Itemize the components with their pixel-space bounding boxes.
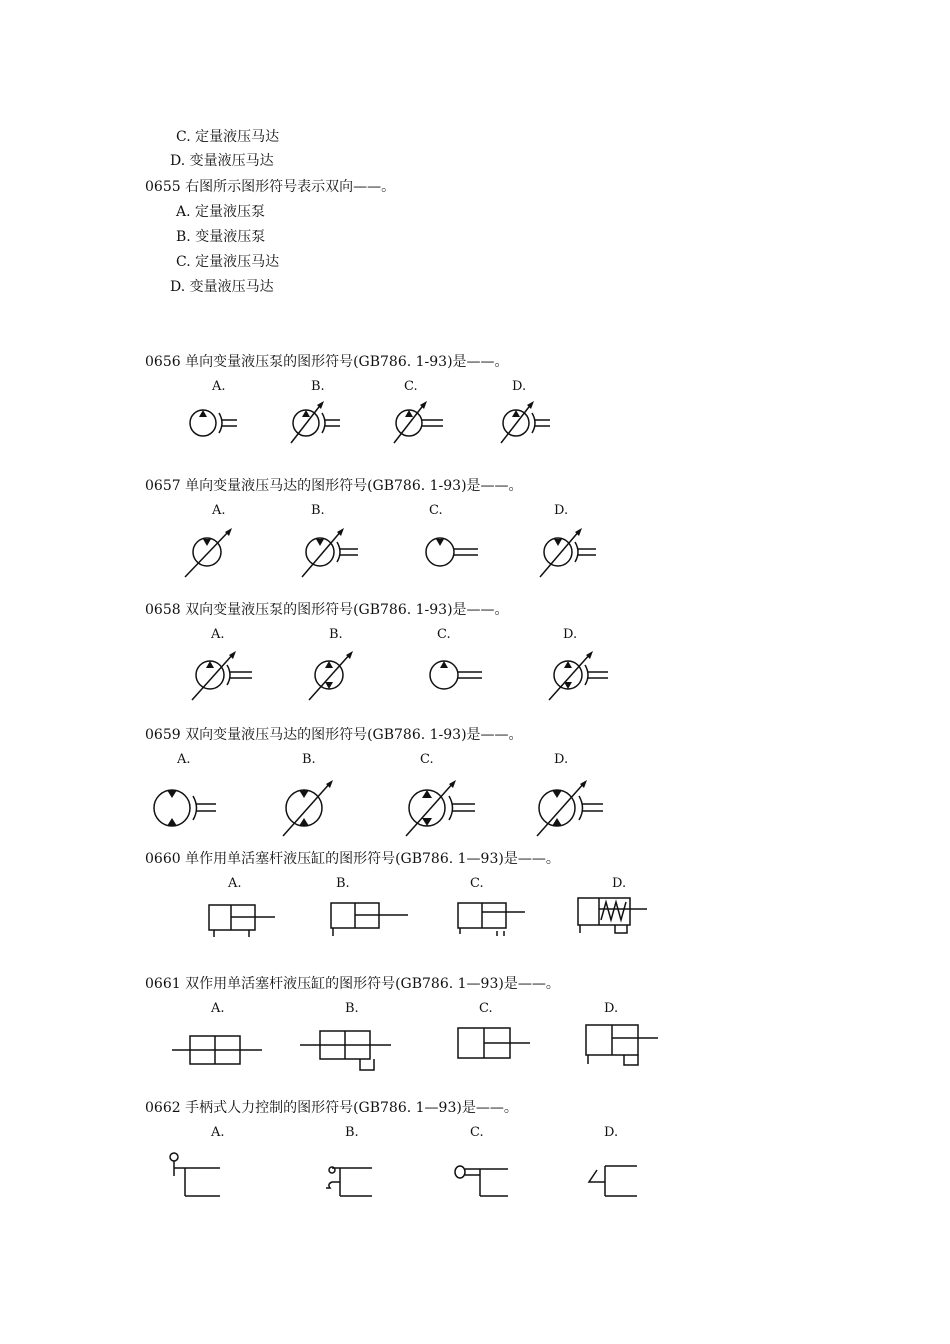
q0658-label-d: D. xyxy=(563,627,578,642)
q0659-label-d: D. xyxy=(554,752,569,767)
q0655-option-b: B. 变量液压泵 xyxy=(176,229,266,245)
q0656-label-b: B. xyxy=(311,379,325,394)
q0656-label-a: A. xyxy=(212,379,226,394)
q0658-label-b: B. xyxy=(329,627,343,642)
option-c-top: C. 定量液压马达 xyxy=(176,129,280,145)
q0662-symbol-c xyxy=(450,1160,515,1205)
question-0661-stem: 0661 双作用单活塞杆液压缸的图形符号(GB786. 1—93)是——。 xyxy=(145,976,560,992)
q0661-symbol-a xyxy=(170,1028,265,1073)
question-0659-stem: 0659 双向变量液压马达的图形符号(GB786. 1-93)是——。 xyxy=(145,727,523,743)
q0658-symbol-b xyxy=(305,650,365,705)
q0660-label-c: C. xyxy=(470,876,484,891)
q0657-symbol-d xyxy=(538,527,603,582)
q0659-label-b: B. xyxy=(302,752,316,767)
q0656-symbol-a xyxy=(185,400,245,450)
q0656-symbol-b xyxy=(288,400,348,450)
q0662-symbol-a xyxy=(165,1150,235,1205)
q0661-label-c: C. xyxy=(479,1001,493,1016)
q0659-label-a: A. xyxy=(177,752,191,767)
q0660-label-d: D. xyxy=(612,876,627,891)
q0659-symbol-b xyxy=(280,778,345,840)
q0656-label-c: C. xyxy=(404,379,418,394)
q0662-symbol-b xyxy=(320,1160,380,1205)
q0658-symbol-d xyxy=(546,650,616,705)
q0658-label-c: C. xyxy=(437,627,451,642)
q0657-label-a: A. xyxy=(212,503,226,518)
question-0655-stem: 0655 右图所示图形符号表示双向——。 xyxy=(145,179,396,195)
q0660-symbol-b xyxy=(328,900,413,940)
q0661-symbol-d xyxy=(582,1022,662,1072)
q0659-symbol-d xyxy=(535,778,610,840)
q0655-option-d: D. 变量液压马达 xyxy=(170,279,274,295)
q0658-symbol-a xyxy=(190,650,260,705)
q0657-symbol-c xyxy=(420,527,485,582)
q0657-label-d: D. xyxy=(554,503,569,518)
q0662-label-b: B. xyxy=(345,1125,359,1140)
question-0657-stem: 0657 单向变量液压马达的图形符号(GB786. 1-93)是——。 xyxy=(145,478,523,494)
q0655-option-a: A. 定量液压泵 xyxy=(176,204,266,220)
q0660-symbol-d xyxy=(575,895,650,940)
q0659-symbol-a xyxy=(150,778,225,840)
q0661-label-d: D. xyxy=(604,1001,619,1016)
q0661-label-b: B. xyxy=(345,1001,359,1016)
question-0660-stem: 0660 单作用单活塞杆液压缸的图形符号(GB786. 1—93)是——。 xyxy=(145,851,560,867)
q0662-symbol-d xyxy=(585,1160,645,1205)
q0656-label-d: D. xyxy=(512,379,527,394)
q0655-option-c: C. 定量液压马达 xyxy=(176,254,280,270)
q0662-label-c: C. xyxy=(470,1125,484,1140)
q0661-label-a: A. xyxy=(211,1001,225,1016)
q0659-symbol-c xyxy=(403,778,483,840)
q0657-symbol-b xyxy=(300,527,365,582)
q0657-label-b: B. xyxy=(311,503,325,518)
q0658-symbol-c xyxy=(420,650,490,705)
q0657-label-c: C. xyxy=(429,503,443,518)
q0656-symbol-d xyxy=(498,400,558,450)
q0656-symbol-c xyxy=(391,400,451,450)
q0662-label-d: D. xyxy=(604,1125,619,1140)
q0660-label-b: B. xyxy=(336,876,350,891)
q0661-symbol-b xyxy=(298,1025,393,1075)
q0660-symbol-a xyxy=(205,900,280,940)
q0658-label-a: A. xyxy=(211,627,225,642)
q0660-symbol-c xyxy=(455,900,530,940)
q0660-label-a: A. xyxy=(228,876,242,891)
question-0662-stem: 0662 手柄式人力控制的图形符号(GB786. 1—93)是——。 xyxy=(145,1100,518,1116)
question-0656-stem: 0656 单向变量液压泵的图形符号(GB786. 1-93)是——。 xyxy=(145,354,509,370)
q0657-symbol-a xyxy=(180,527,240,582)
q0662-label-a: A. xyxy=(211,1125,225,1140)
q0659-label-c: C. xyxy=(420,752,434,767)
q0661-symbol-c xyxy=(455,1025,535,1065)
option-d-top: D. 变量液压马达 xyxy=(170,153,274,169)
question-0658-stem: 0658 双向变量液压泵的图形符号(GB786. 1-93)是——。 xyxy=(145,602,509,618)
